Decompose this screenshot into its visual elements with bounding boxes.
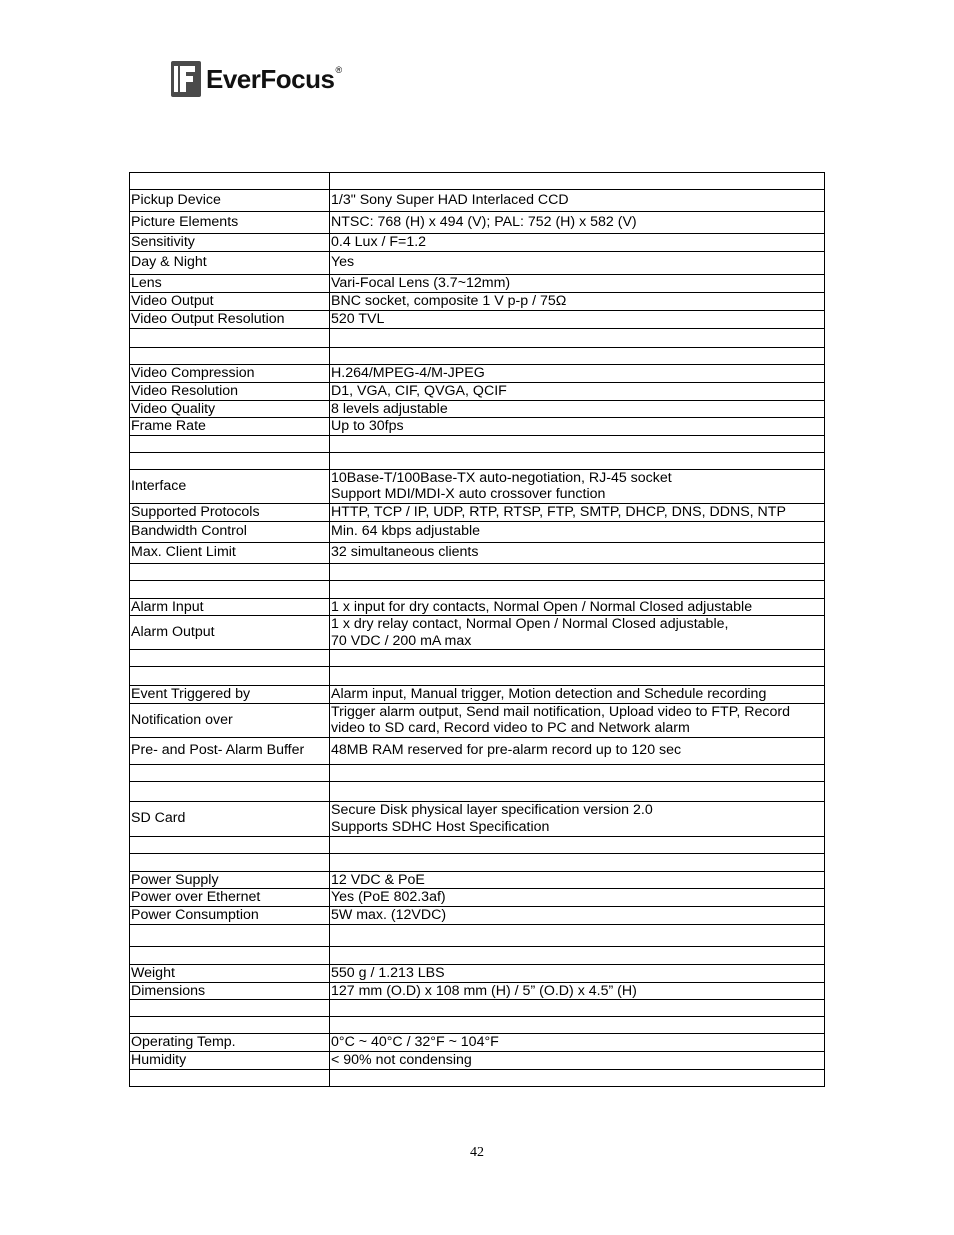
spec-value bbox=[330, 382, 825, 400]
spec-value bbox=[330, 907, 825, 925]
spec-label: SD Card bbox=[130, 801, 330, 836]
spec-label: Alarm Input bbox=[130, 598, 330, 616]
spec-value-line: D1, VGA, CIF, QVGA, QCIF bbox=[331, 382, 507, 399]
spec-label bbox=[130, 1000, 330, 1017]
spec-row bbox=[130, 871, 825, 889]
spec-value-line: Supports SDHC Host Specification bbox=[331, 818, 550, 835]
spec-row bbox=[130, 190, 825, 212]
spec-row bbox=[130, 947, 825, 965]
spec-value-line: 127 mm (O.D) x 108 mm (H) / 5” (O.D) x 4.5” (H) bbox=[331, 982, 637, 999]
spec-value bbox=[330, 925, 825, 947]
spec-value bbox=[330, 1017, 825, 1034]
spec-value-line: 550 g / 1.213 LBS bbox=[331, 965, 445, 981]
spec-row bbox=[130, 521, 825, 542]
spec-value-line: 1/3" Sony Super HAD Interlaced CCD bbox=[331, 192, 569, 209]
spec-label bbox=[130, 435, 330, 452]
spec-label bbox=[130, 173, 330, 190]
spec-value bbox=[330, 650, 825, 667]
spec-label: Picture Elements bbox=[130, 212, 330, 234]
spec-label bbox=[130, 764, 330, 781]
spec-label bbox=[130, 1017, 330, 1034]
spec-value-line: 8 levels adjustable bbox=[331, 400, 448, 417]
specification-table-body bbox=[130, 173, 825, 1087]
spec-label: Video Compression bbox=[130, 364, 330, 382]
spec-label bbox=[130, 947, 330, 965]
spec-label: Alarm Output bbox=[130, 616, 330, 650]
spec-value-line: 1 x input for dry contacts, Normal Open / Normal Closed adjustable bbox=[331, 598, 753, 615]
registered-mark: ® bbox=[335, 65, 343, 75]
spec-value-line: H.264/MPEG-4/M-JPEG bbox=[331, 364, 485, 381]
spec-label bbox=[130, 1069, 330, 1086]
spec-row bbox=[130, 703, 825, 737]
spec-value-line: Min. 64 kbps adjustable bbox=[331, 523, 481, 540]
spec-row bbox=[130, 469, 825, 503]
spec-row bbox=[130, 781, 825, 801]
spec-row bbox=[130, 328, 825, 347]
spec-label bbox=[130, 781, 330, 801]
spec-label: Video Output Resolution bbox=[130, 310, 330, 328]
spec-label bbox=[130, 853, 330, 871]
spec-label: Notification over bbox=[130, 703, 330, 737]
spec-row bbox=[130, 251, 825, 274]
page-number: 42 bbox=[470, 1145, 484, 1160]
spec-label: Interface bbox=[130, 469, 330, 503]
spec-label: Operating Temp. bbox=[130, 1034, 330, 1052]
spec-value bbox=[330, 418, 825, 436]
spec-row bbox=[130, 1069, 825, 1086]
spec-row bbox=[130, 400, 825, 418]
spec-value-line: Yes bbox=[331, 254, 355, 271]
spec-row bbox=[130, 764, 825, 781]
spec-label bbox=[130, 925, 330, 947]
spec-row bbox=[130, 418, 825, 436]
spec-value bbox=[330, 400, 825, 418]
spec-row bbox=[130, 1051, 825, 1069]
logo-wordmark: EverFocus bbox=[206, 64, 335, 94]
spec-label bbox=[130, 836, 330, 853]
spec-row bbox=[130, 310, 825, 328]
spec-value bbox=[330, 347, 825, 364]
spec-value bbox=[330, 580, 825, 598]
spec-value bbox=[330, 853, 825, 871]
spec-label: Sensitivity bbox=[130, 234, 330, 252]
spec-value bbox=[330, 212, 825, 234]
spec-value bbox=[330, 836, 825, 853]
spec-row bbox=[130, 364, 825, 382]
spec-label bbox=[130, 650, 330, 667]
spec-value bbox=[330, 737, 825, 764]
spec-row bbox=[130, 925, 825, 947]
spec-value bbox=[330, 686, 825, 704]
spec-value-line: 1 x dry relay contact, Normal Open / Normal Closed adjustable, bbox=[331, 616, 729, 632]
everfocus-f-logo-icon bbox=[171, 61, 201, 97]
spec-value-line: NTSC: 768 (H) x 494 (V); PAL: 752 (H) x 582 (V) bbox=[331, 214, 637, 231]
spec-value bbox=[330, 521, 825, 542]
spec-label: Power over Ethernet bbox=[130, 889, 330, 907]
spec-value-line: 48MB RAM reserved for pre-alarm record up to 120 sec bbox=[331, 742, 682, 759]
spec-value bbox=[330, 703, 825, 737]
spec-row bbox=[130, 616, 825, 650]
spec-value bbox=[330, 598, 825, 616]
spec-value-line: HTTP, TCP / IP, UDP, RTP, RTSP, FTP, SMTP, DHCP, DNS, DDNS, NTP bbox=[331, 503, 786, 520]
spec-value bbox=[330, 781, 825, 801]
spec-row bbox=[130, 580, 825, 598]
spec-label: Event Triggered by bbox=[130, 686, 330, 704]
spec-value-line: 10Base-T/100Base-TX auto-negotiation, RJ-45 socket bbox=[331, 469, 672, 486]
spec-value bbox=[330, 667, 825, 686]
spec-row bbox=[130, 737, 825, 764]
spec-row bbox=[130, 907, 825, 925]
spec-value-line: Up to 30fps bbox=[331, 418, 404, 434]
spec-row bbox=[130, 382, 825, 400]
spec-row bbox=[130, 542, 825, 563]
spec-row bbox=[130, 452, 825, 469]
spec-row bbox=[130, 982, 825, 1000]
spec-row bbox=[130, 650, 825, 667]
spec-value bbox=[330, 982, 825, 1000]
spec-row bbox=[130, 1034, 825, 1052]
spec-label: Weight bbox=[130, 965, 330, 983]
spec-row bbox=[130, 836, 825, 853]
spec-row bbox=[130, 173, 825, 190]
spec-row bbox=[130, 435, 825, 452]
spec-value bbox=[330, 310, 825, 328]
spec-label: Supported Protocols bbox=[130, 503, 330, 521]
everfocus-logo bbox=[171, 60, 342, 98]
spec-value bbox=[330, 965, 825, 983]
spec-value bbox=[330, 190, 825, 212]
spec-value-line: < 90% not condensing bbox=[331, 1051, 472, 1068]
spec-label bbox=[130, 328, 330, 347]
spec-row bbox=[130, 212, 825, 234]
spec-label: Video Resolution bbox=[130, 382, 330, 400]
spec-value bbox=[330, 801, 825, 836]
spec-value bbox=[330, 364, 825, 382]
spec-label: Day & Night bbox=[130, 251, 330, 274]
spec-label: Humidity bbox=[130, 1051, 330, 1069]
spec-value bbox=[330, 173, 825, 190]
spec-label: Video Output bbox=[130, 292, 330, 310]
spec-row bbox=[130, 667, 825, 686]
spec-value bbox=[330, 871, 825, 889]
spec-value bbox=[330, 616, 825, 650]
spec-value bbox=[330, 1051, 825, 1069]
spec-row bbox=[130, 1000, 825, 1017]
spec-row bbox=[130, 965, 825, 983]
spec-value bbox=[330, 764, 825, 781]
spec-row bbox=[130, 292, 825, 310]
spec-row bbox=[130, 853, 825, 871]
spec-value bbox=[330, 234, 825, 252]
spec-label: Dimensions bbox=[130, 982, 330, 1000]
spec-value-line: Yes (PoE 802.3af) bbox=[331, 889, 446, 906]
spec-value-line: 0°C ~ 40°C / 32°F ~ 104°F bbox=[331, 1034, 499, 1050]
spec-value-line: 5W max. (12VDC) bbox=[331, 907, 447, 924]
spec-value bbox=[330, 542, 825, 563]
spec-row bbox=[130, 598, 825, 616]
spec-value bbox=[330, 889, 825, 907]
spec-label: Power Supply bbox=[130, 871, 330, 889]
spec-value-line: 70 VDC / 200 mA max bbox=[331, 632, 472, 649]
spec-value bbox=[330, 328, 825, 347]
spec-label: Lens bbox=[130, 274, 330, 292]
spec-value bbox=[330, 1000, 825, 1017]
spec-value bbox=[330, 1069, 825, 1086]
spec-label: Pre- and Post- Alarm Buffer bbox=[130, 737, 330, 764]
spec-value-line: BNC socket, composite 1 V p-p / 75Ω bbox=[331, 292, 567, 309]
spec-value bbox=[330, 274, 825, 292]
spec-value-line: 520 TVL bbox=[331, 310, 385, 327]
spec-value bbox=[330, 452, 825, 469]
spec-value bbox=[330, 251, 825, 274]
spec-row bbox=[130, 889, 825, 907]
spec-label: Video Quality bbox=[130, 400, 330, 418]
spec-row bbox=[130, 234, 825, 252]
spec-row bbox=[130, 686, 825, 704]
spec-value-line: Secure Disk physical layer specification version 2.0 bbox=[331, 802, 653, 818]
spec-label: Pickup Device bbox=[130, 190, 330, 212]
spec-value-line: Vari-Focal Lens (3.7~12mm) bbox=[331, 274, 511, 291]
spec-value-line: 0.4 Lux / F=1.2 bbox=[331, 234, 427, 250]
spec-label: Power Consumption bbox=[130, 907, 330, 925]
spec-row bbox=[130, 801, 825, 836]
spec-value bbox=[330, 563, 825, 580]
spec-value bbox=[330, 469, 825, 503]
spec-label: Bandwidth Control bbox=[130, 521, 330, 542]
spec-row bbox=[130, 1017, 825, 1034]
spec-label bbox=[130, 580, 330, 598]
spec-label bbox=[130, 667, 330, 686]
spec-value-line: video to SD card, Record video to PC and Network alarm bbox=[331, 720, 690, 736]
specification-table bbox=[129, 172, 825, 1087]
spec-value bbox=[330, 503, 825, 521]
spec-value-line: Trigger alarm output, Send mail notification, Upload video to FTP, Record bbox=[331, 703, 790, 720]
spec-row bbox=[130, 563, 825, 580]
spec-row bbox=[130, 503, 825, 521]
spec-value-line: 32 simultaneous clients bbox=[331, 544, 479, 561]
spec-label bbox=[130, 452, 330, 469]
spec-label: Max. Client Limit bbox=[130, 542, 330, 563]
spec-value-line: 12 VDC & PoE bbox=[331, 871, 425, 888]
spec-label bbox=[130, 563, 330, 580]
spec-value bbox=[330, 947, 825, 965]
spec-row bbox=[130, 274, 825, 292]
spec-value-line: Alarm input, Manual trigger, Motion detection and Schedule recording bbox=[331, 686, 767, 702]
spec-value bbox=[330, 435, 825, 452]
spec-value bbox=[330, 292, 825, 310]
spec-label bbox=[130, 347, 330, 364]
spec-label: Frame Rate bbox=[130, 418, 330, 436]
spec-row bbox=[130, 347, 825, 364]
spec-value-line: Support MDI/MDI-X auto crossover function bbox=[331, 486, 606, 502]
spec-value bbox=[330, 1034, 825, 1052]
